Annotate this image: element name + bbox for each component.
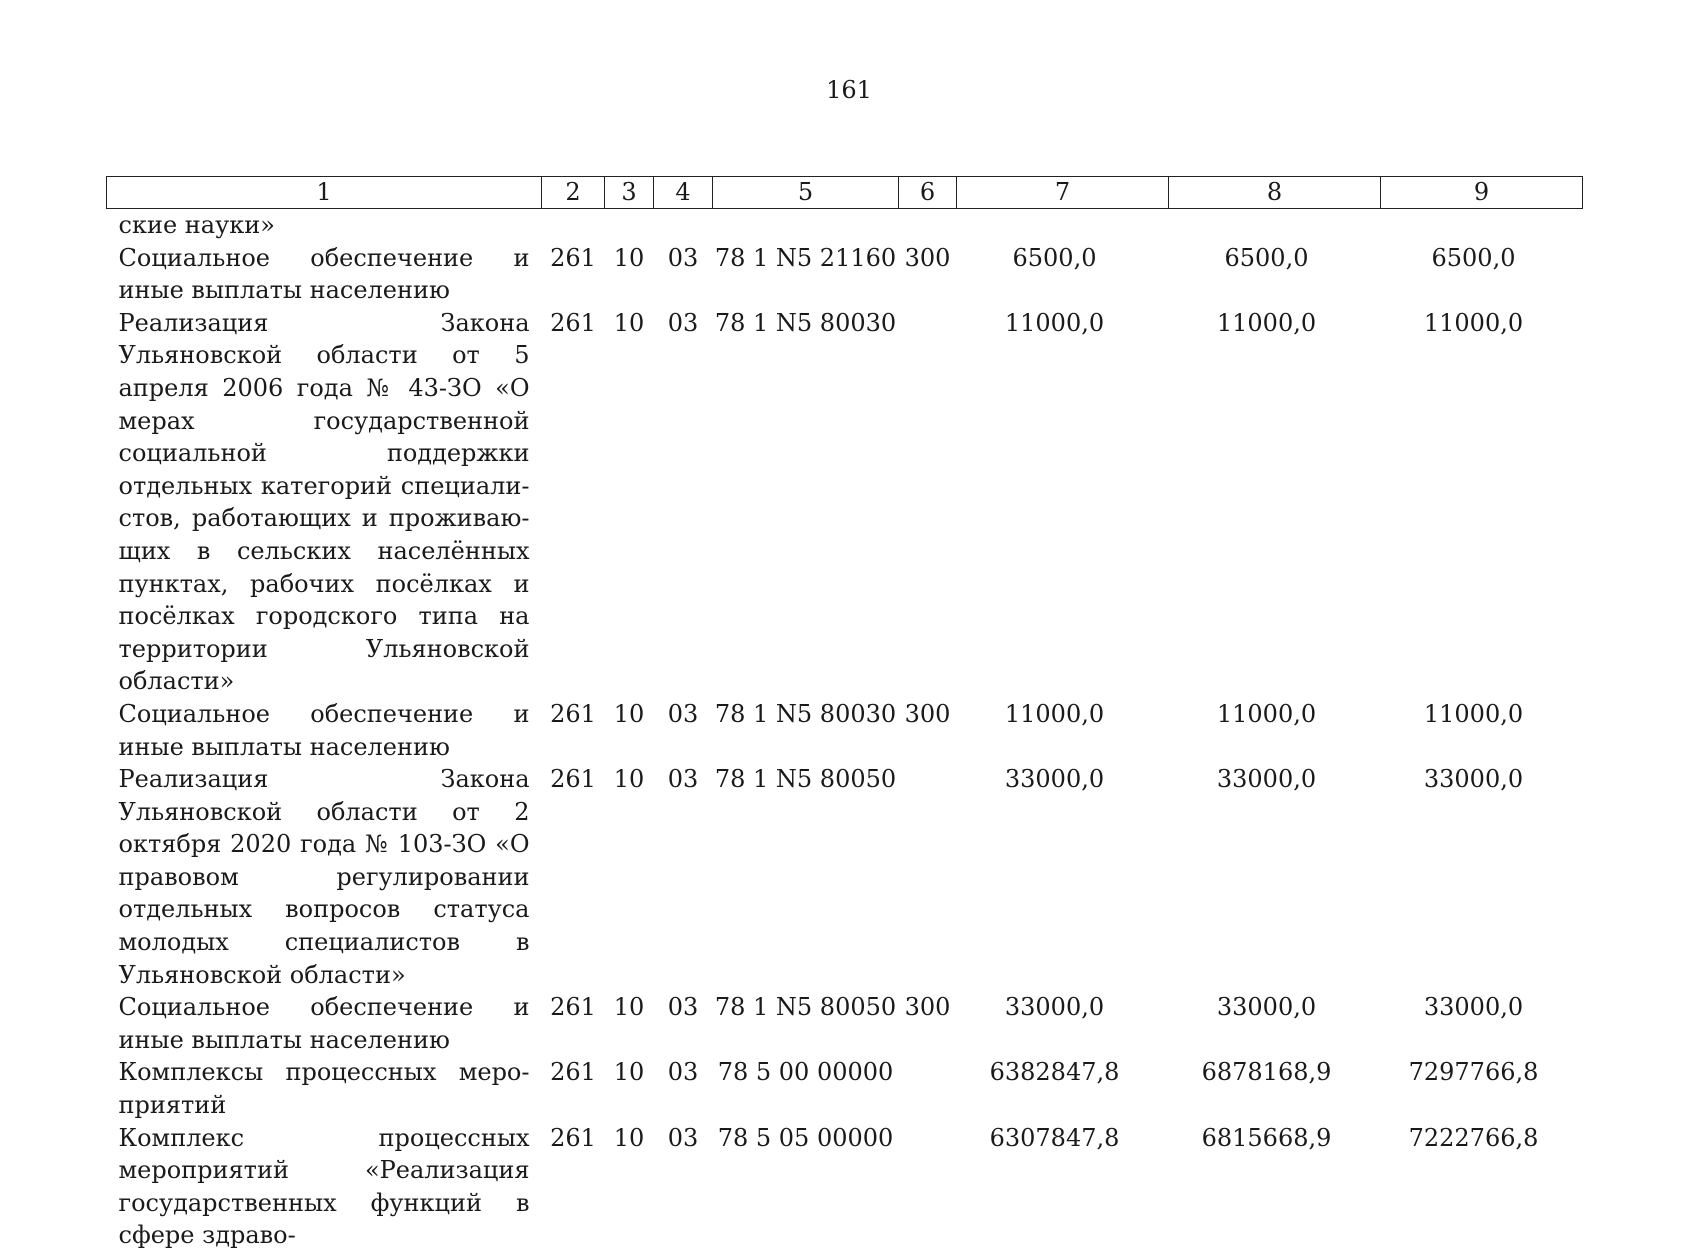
cell-amount-9: 11000,0 [1381,307,1583,698]
cell-code-6 [899,1122,957,1252]
table-row [107,209,1583,242]
cell-code-5: 78 5 00 00000 [713,1056,899,1121]
cell-amount-7: 33000,0 [957,991,1169,1056]
cell-amount-9: 11000,0 [1381,698,1583,763]
cell-amount-7: 6307847,8 [957,1122,1169,1252]
cell-code-6 [899,209,957,242]
cell-code-4: 03 [654,763,713,991]
cell-amount-9 [1381,209,1583,242]
cell-code-4 [654,209,713,242]
cell-name: Реализация Закона Ульяновской области от 5 апреля 2006 года № 43-ЗО «О мерах государственной социальной поддержки отдельных категорий специалистов, работающих и проживающих в сельских населённых пунктах, рабочих посёлках и посёлках городского типа на территории Ульяновской области» [107,307,542,698]
cell-code-5 [713,209,899,242]
cell-amount-8: 6815668,9 [1169,1122,1381,1252]
cell-amount-7: 33000,0 [957,763,1169,991]
cell-amount-8: 6500,0 [1169,242,1381,307]
cell-code-3: 10 [605,763,654,991]
cell-code-3: 10 [605,1122,654,1252]
table-header [107,177,1583,209]
cell-code-4: 03 [654,991,713,1056]
cell-name: Социальное обеспечение и иные выплаты населению [107,698,542,763]
cell-code-2: 261 [542,242,605,307]
cell-code-2: 261 [542,1056,605,1121]
header-cell-2: 2 [542,177,605,209]
cell-code-3: 10 [605,1056,654,1121]
cell-code-5: 78 1 N5 80030 [713,698,899,763]
cell-amount-8: 33000,0 [1169,991,1381,1056]
table-row [107,698,1583,763]
header-cell-3: 3 [605,177,654,209]
cell-amount-8: 33000,0 [1169,763,1381,991]
cell-name: Реализация Закона Ульяновской области от 2 октября 2020 года № 103-ЗО «О правовом регулировании отдельных вопросов статуса молодых специалистов в Ульяновской области» [107,763,542,991]
cell-name: Комплекс процессных мероприятий «Реализация государственных функций в сфере здраво- [107,1122,542,1252]
cell-code-5: 78 1 N5 80030 [713,307,899,698]
cell-amount-8 [1169,209,1381,242]
header-cell-9: 9 [1381,177,1583,209]
header-row [107,177,1583,209]
cell-code-3 [605,209,654,242]
cell-code-6: 300 [899,991,957,1056]
header-cell-4: 4 [654,177,713,209]
cell-name: Социальное обеспечение и иные выплаты населению [107,991,542,1056]
cell-code-5: 78 1 N5 80050 [713,991,899,1056]
cell-code-4: 03 [654,1056,713,1121]
cell-code-5: 78 1 N5 80050 [713,763,899,991]
page-number: 161 [0,76,1698,104]
cell-code-5: 78 5 05 00000 [713,1122,899,1252]
cell-code-6: 300 [899,698,957,763]
cell-amount-7: 6382847,8 [957,1056,1169,1121]
budget-table [106,176,1583,1252]
cell-amount-7 [957,209,1169,242]
cell-amount-9: 7297766,8 [1381,1056,1583,1121]
table-row [107,307,1583,698]
cell-code-2: 261 [542,991,605,1056]
table-body [107,209,1583,1252]
cell-name: Социальное обеспечение и иные выплаты населению [107,242,542,307]
header-cell-6: 6 [899,177,957,209]
table-row [107,991,1583,1056]
budget-table-container [106,176,1582,1252]
cell-code-6: 300 [899,242,957,307]
table-row [107,1056,1583,1121]
cell-code-4: 03 [654,307,713,698]
header-cell-7: 7 [957,177,1169,209]
header-cell-8: 8 [1169,177,1381,209]
cell-code-6 [899,763,957,991]
cell-code-4: 03 [654,242,713,307]
cell-amount-8: 11000,0 [1169,307,1381,698]
cell-code-3: 10 [605,991,654,1056]
cell-code-4: 03 [654,698,713,763]
cell-name: ские науки» [107,209,542,242]
table-row [107,242,1583,307]
cell-amount-7: 11000,0 [957,307,1169,698]
cell-name: Комплексы процессных мероприятий [107,1056,542,1121]
cell-amount-8: 11000,0 [1169,698,1381,763]
table-row [107,1122,1583,1252]
cell-amount-9: 33000,0 [1381,991,1583,1056]
cell-code-2 [542,209,605,242]
cell-code-6 [899,307,957,698]
cell-code-2: 261 [542,1122,605,1252]
cell-code-4: 03 [654,1122,713,1252]
cell-code-3: 10 [605,307,654,698]
cell-code-5: 78 1 N5 21160 [713,242,899,307]
cell-amount-9: 7222766,8 [1381,1122,1583,1252]
cell-amount-8: 6878168,9 [1169,1056,1381,1121]
cell-code-3: 10 [605,698,654,763]
header-cell-5: 5 [713,177,899,209]
cell-amount-7: 6500,0 [957,242,1169,307]
table-row [107,763,1583,991]
cell-code-6 [899,1056,957,1121]
cell-code-2: 261 [542,307,605,698]
cell-code-3: 10 [605,242,654,307]
cell-code-2: 261 [542,763,605,991]
cell-amount-9: 33000,0 [1381,763,1583,991]
cell-amount-7: 11000,0 [957,698,1169,763]
cell-amount-9: 6500,0 [1381,242,1583,307]
header-cell-1: 1 [107,177,542,209]
cell-code-2: 261 [542,698,605,763]
